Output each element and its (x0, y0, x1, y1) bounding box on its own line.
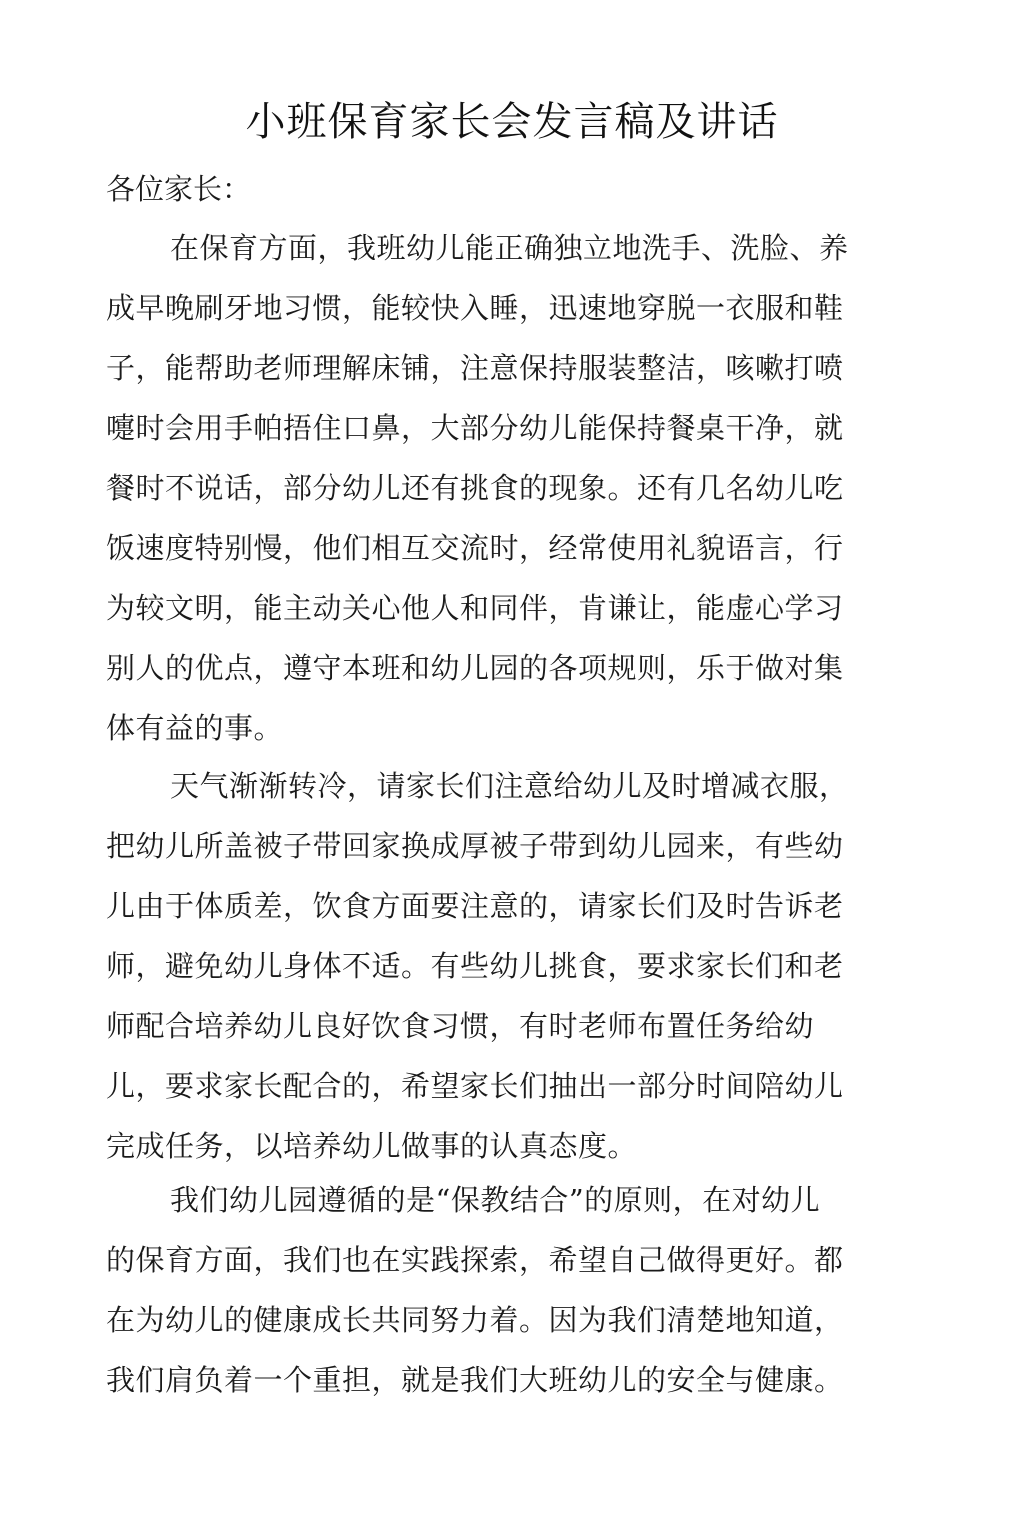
paragraph-line: 的保育方面，我们也在实践探索，希望自己做得更好。都 (106, 1243, 844, 1277)
paragraph-line: 嚏时会用手帕捂住口鼻，大部分幼儿能保持餐桌干净，就 (106, 411, 844, 445)
paragraph-line: 在为幼儿的健康成长共同努力着。因为我们清楚地知道， (106, 1303, 844, 1337)
paragraph-line: 体有益的事。 (106, 711, 284, 745)
paragraph-line: 餐时不说话，部分幼儿还有挑食的现象。还有几名幼儿吃 (106, 471, 844, 505)
paragraph-hygiene-habits (106, 218, 866, 758)
paragraph-line: 成早晚刷牙地习惯，能较快入睡，迅速地穿脱一衣服和鞋 (106, 291, 844, 325)
paragraph-line: 儿由于体质差，饮食方面要注意的，请家长们及时告诉老 (106, 889, 844, 923)
document-title: 小班保育家长会发言稿及讲话 (245, 99, 779, 145)
paragraph-line: 完成任务，以培养幼儿做事的认真态度。 (106, 1129, 638, 1163)
paragraph-line: 把幼儿所盖被子带回家换成厚被子带到幼儿园来，有些幼 (106, 829, 844, 863)
paragraph-weather-clothing (106, 756, 866, 1176)
paragraph-line: 子，能帮助老师理解床铺，注意保持服装整洁，咳嗽打喷 (106, 351, 844, 385)
paragraph-line: 在保育方面，我班幼儿能正确独立地洗手、洗脸、养 (170, 231, 849, 265)
paragraph-line: 师配合培养幼儿良好饮食习惯，有时老师布置任务给幼 (106, 1009, 815, 1043)
paragraph-line: 师，避免幼儿身体不适。有些幼儿挑食，要求家长们和老 (106, 949, 844, 983)
paragraph-line: 为较文明，能主动关心他人和同伴，肯谦让，能虚心学习 (106, 591, 844, 625)
paragraph-line: 我们肩负着一个重担，就是我们大班幼儿的安全与健康。 (106, 1363, 844, 1397)
paragraph-line: 饭速度特别慢，他们相互交流时，经常使用礼貌语言，行 (106, 531, 844, 565)
paragraph-line: 别人的优点，遵守本班和幼儿园的各项规则，乐于做对集 (106, 651, 844, 685)
paragraph-care-principle (106, 1170, 866, 1410)
paragraph-line: 天气渐渐转冷，请家长们注意给幼儿及时增减衣服， (170, 769, 849, 803)
salutation: 各位家长： (106, 172, 252, 206)
paragraph-line: 儿，要求家长配合的，希望家长们抽出一部分时间陪幼儿 (106, 1069, 844, 1103)
paragraph-line: 我们幼儿园遵循的是“保教结合”的原则，在对幼儿 (170, 1183, 821, 1217)
